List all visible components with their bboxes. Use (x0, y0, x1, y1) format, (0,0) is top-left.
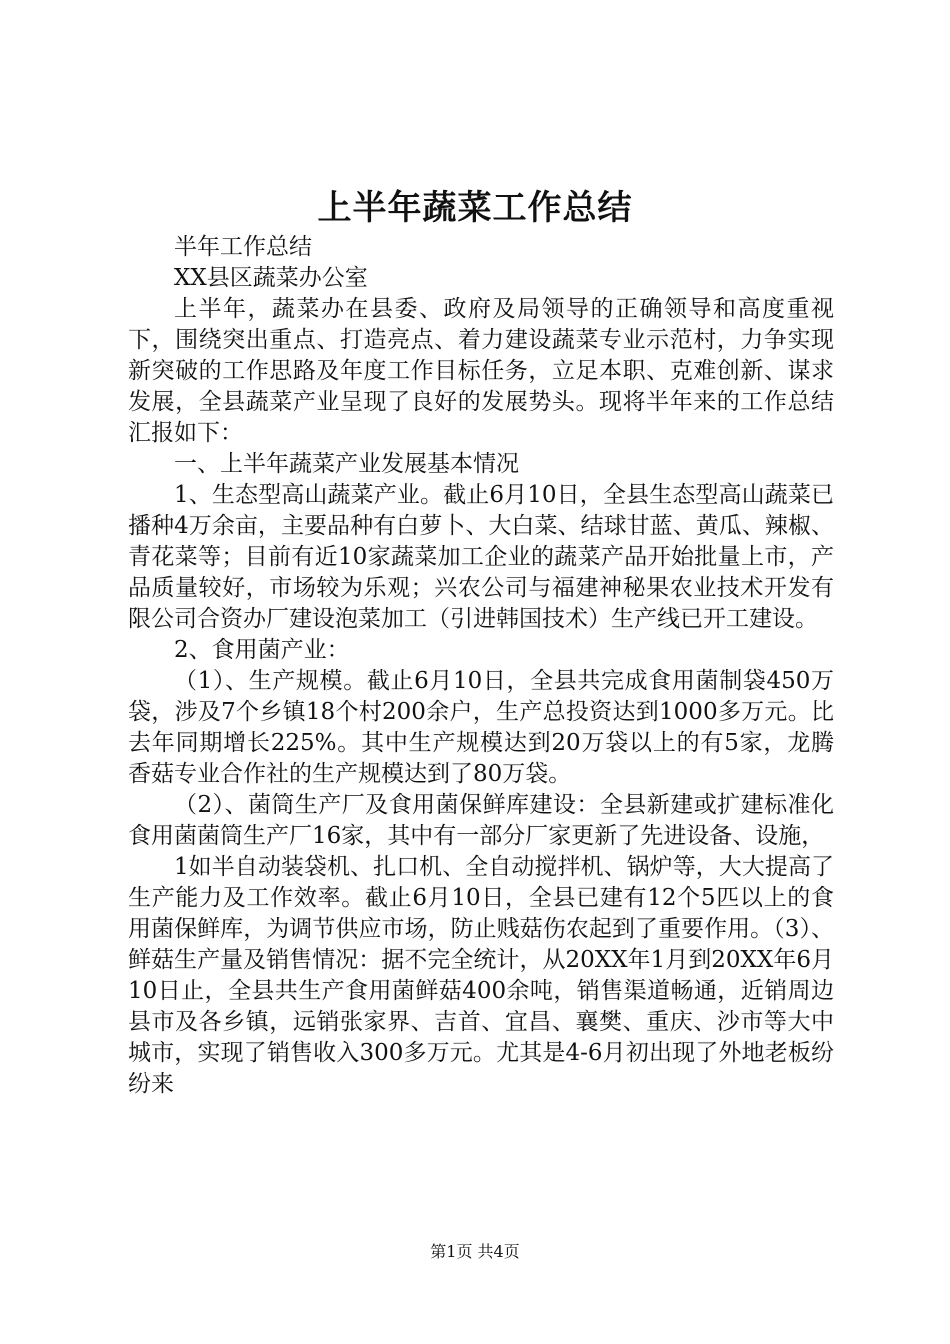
paragraph-equipment-and-sales: 1如半自动装袋机、扎口机、全自动搅拌机、锅炉等，大大提高了生产能力及工作效率。截止6月10日，全县已建有12个5匹以上的食用菌保鲜库，为调节供应市场，防止贱菇伤农起到了重要作用。（3）、鲜菇生产量及销售情况：据不完全统计，从20XX年1月到20XX年6月10日止，全县共生产食用菌鲜菇400余吨，销售渠道畅通，近销周边县市及各乡镇，远销张家界、吉首、宜昌、襄樊、重庆、沙市等大中城市，实现了销售收入300多万元。尤其是4-6月初出现了外地老板纷纷来 (128, 854, 834, 1097)
paragraph-subtitle: 半年工作总结 (174, 234, 312, 260)
paragraph-production-scale: （1）、生产规模。截止6月10日，全县共完成食用菌制袋450万袋，涉及7个乡镇18个村200余户，生产总投资达到1000多万元。比去年同期增长225%。其中生产规模达到20万袋以上的有5家，龙腾香菇专业合作社的生产规模达到了80万袋。 (128, 668, 834, 787)
section-heading-1: 一、上半年蔬菜产业发展基本情况 (174, 451, 519, 477)
paragraph-edible-fungi-heading: 2、食用菌产业： (174, 637, 350, 663)
document-title: 上半年蔬菜工作总结 (317, 188, 633, 228)
paragraph-highland-vegetables: 1、生态型高山蔬菜产业。截止6月10日，全县生态型高山蔬菜已播种4万余亩，主要品种有白萝卜、大白菜、结球甘蓝、黄瓜、辣椒、青花菜等；目前有近10家蔬菜加工企业的蔬菜产品开始批量上市，产品质量较好，市场较为乐观；兴农公司与福建神秘果农业技术开发有限公司合资办厂建设泡菜加工（引进韩国技术）生产线已开工建设。 (128, 482, 834, 632)
paragraph-fungus-factories: （2）、菌筒生产厂及食用菌保鲜库建设：全县新建或扩建标准化食用菌菌筒生产厂16家，其中有一部分厂家更新了先进设备、设施， (128, 792, 834, 849)
paragraph-intro: 上半年，蔬菜办在县委、政府及局领导的正确领导和高度重视下，围绕突出重点、打造亮点、着力建设蔬菜专业示范村，力争实现新突破的工作思路及年度工作目标任务，立足本职、克难创新、谋求发展，全县蔬菜产业呈现了良好的发展势头。现将半年来的工作总结汇报如下： (128, 296, 834, 446)
document-body (128, 232, 834, 1100)
page-footer: 第1页 共4页 (430, 1242, 520, 1261)
paragraph-office: XX县区蔬菜办公室 (174, 265, 368, 291)
